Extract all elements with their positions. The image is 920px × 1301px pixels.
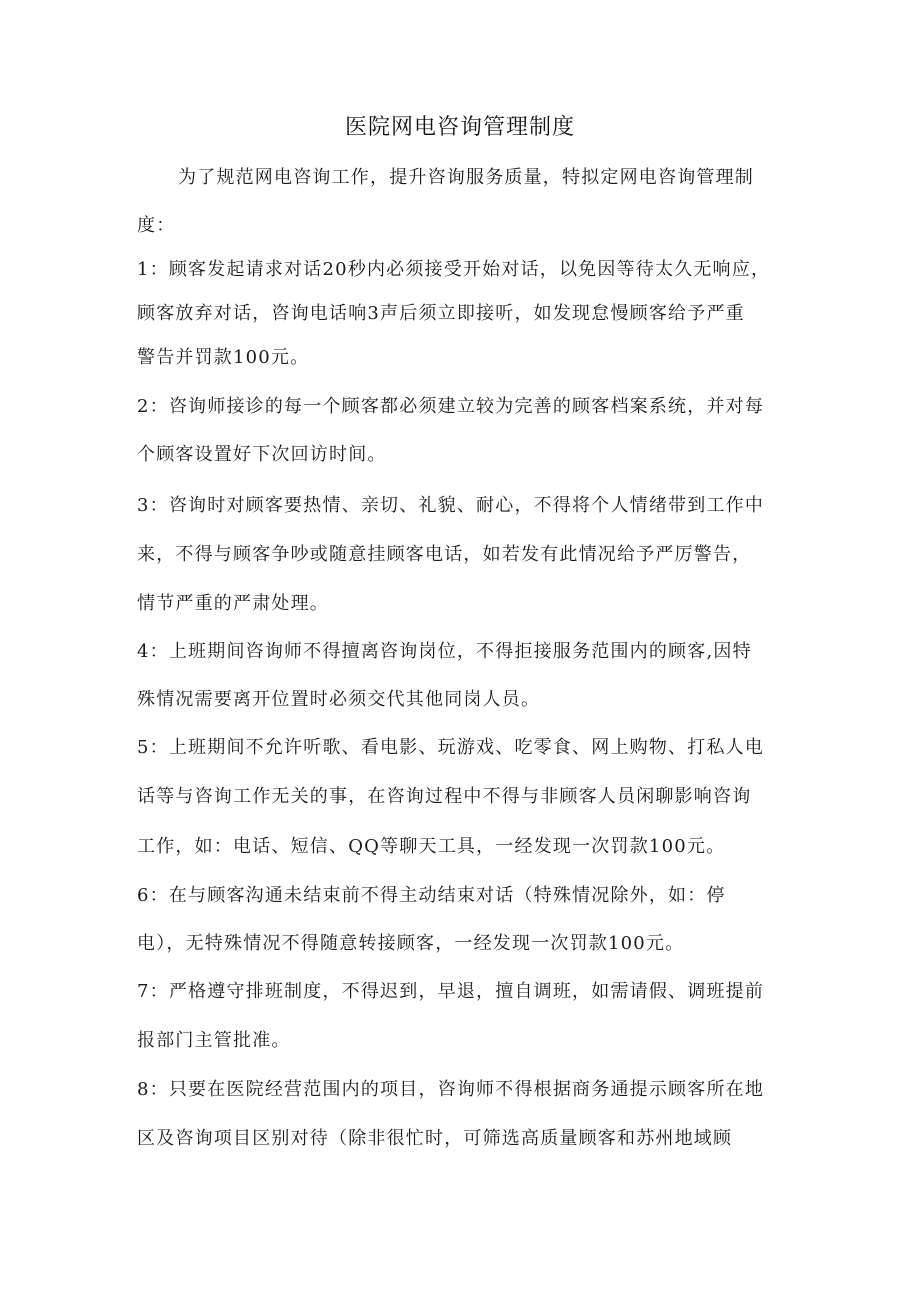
rule-7-line-1: 7：严格遵守排班制度，不得迟到，早退，擅自调班，如需请假、调班提前 [137,981,765,1002]
rule-2-line-2: 个顾客设置好下次回访时间。 [137,444,387,465]
rule-3-line-1: 3：咨询时对顾客要热情、亲切、礼貌、耐心，不得将个人情绪带到工作中 [137,495,765,516]
intro-line-1: 为了规范网电咨询工作，提升咨询服务质量，特拟定网电咨询管理制 [178,167,754,188]
rule-6-line-1: 6：在与顾客沟通未结束前不得主动结束对话（特殊情况除外，如：停 [137,885,726,906]
rule-2-line-1: 2：咨询师接诊的每一个顾客都必须建立较为完善的顾客档案系统，并对每 [137,396,765,417]
rule-1-line-3: 警告并罚款100元。 [137,347,310,368]
rule-5-line-1: 5：上班期间不允许听歌、看电影、玩游戏、吃零食、网上购物、打私人电 [137,737,765,758]
rule-4-line-1: 4：上班期间咨询师不得擅离咨询岗位，不得拒接服务范围内的顾客,因特 [137,641,752,662]
rule-5-line-3: 工作，如：电话、短信、QQ等聊天工具，一经发现一次罚款100元。 [137,836,726,857]
rule-1-line-1: 1：顾客发起请求对话20秒内必须接受开始对话，以免因等待太久无响应， [137,259,771,280]
rule-4-line-2: 殊情况需要离开位置时必须交代其他同岗人员。 [137,689,541,710]
rule-1-line-2: 顾客放弃对话，咨询电话响3声后须立即接听，如发现怠慢顾客给予严重 [137,303,745,324]
rule-7-line-2: 报部门主管批准。 [137,1030,291,1051]
rule-6-line-2: 电），无特殊情况不得随意转接顾客，一经发现一次罚款100元。 [137,933,685,954]
document-title: 医院网电咨询管理制度 [344,115,575,140]
rule-5-line-2: 话等与咨询工作无关的事，在咨询过程中不得与非顾客人员闲聊影响咨询 [137,786,752,807]
rule-3-line-2: 来，不得与顾客争吵或随意挂顾客电话，如若发有此情况给予严厉警告， [137,544,752,565]
rule-8-line-1: 8：只要在医院经营范围内的项目，咨询师不得根据商务通提示顾客所在地 [137,1079,765,1100]
intro-line-2: 度： [137,215,176,236]
rule-8-line-2: 区及咨询项目区别对待（除非很忙时，可筛选高质量顾客和苏州地域顾 [137,1128,733,1149]
rule-3-line-3: 情节严重的严肃处理。 [137,593,329,614]
